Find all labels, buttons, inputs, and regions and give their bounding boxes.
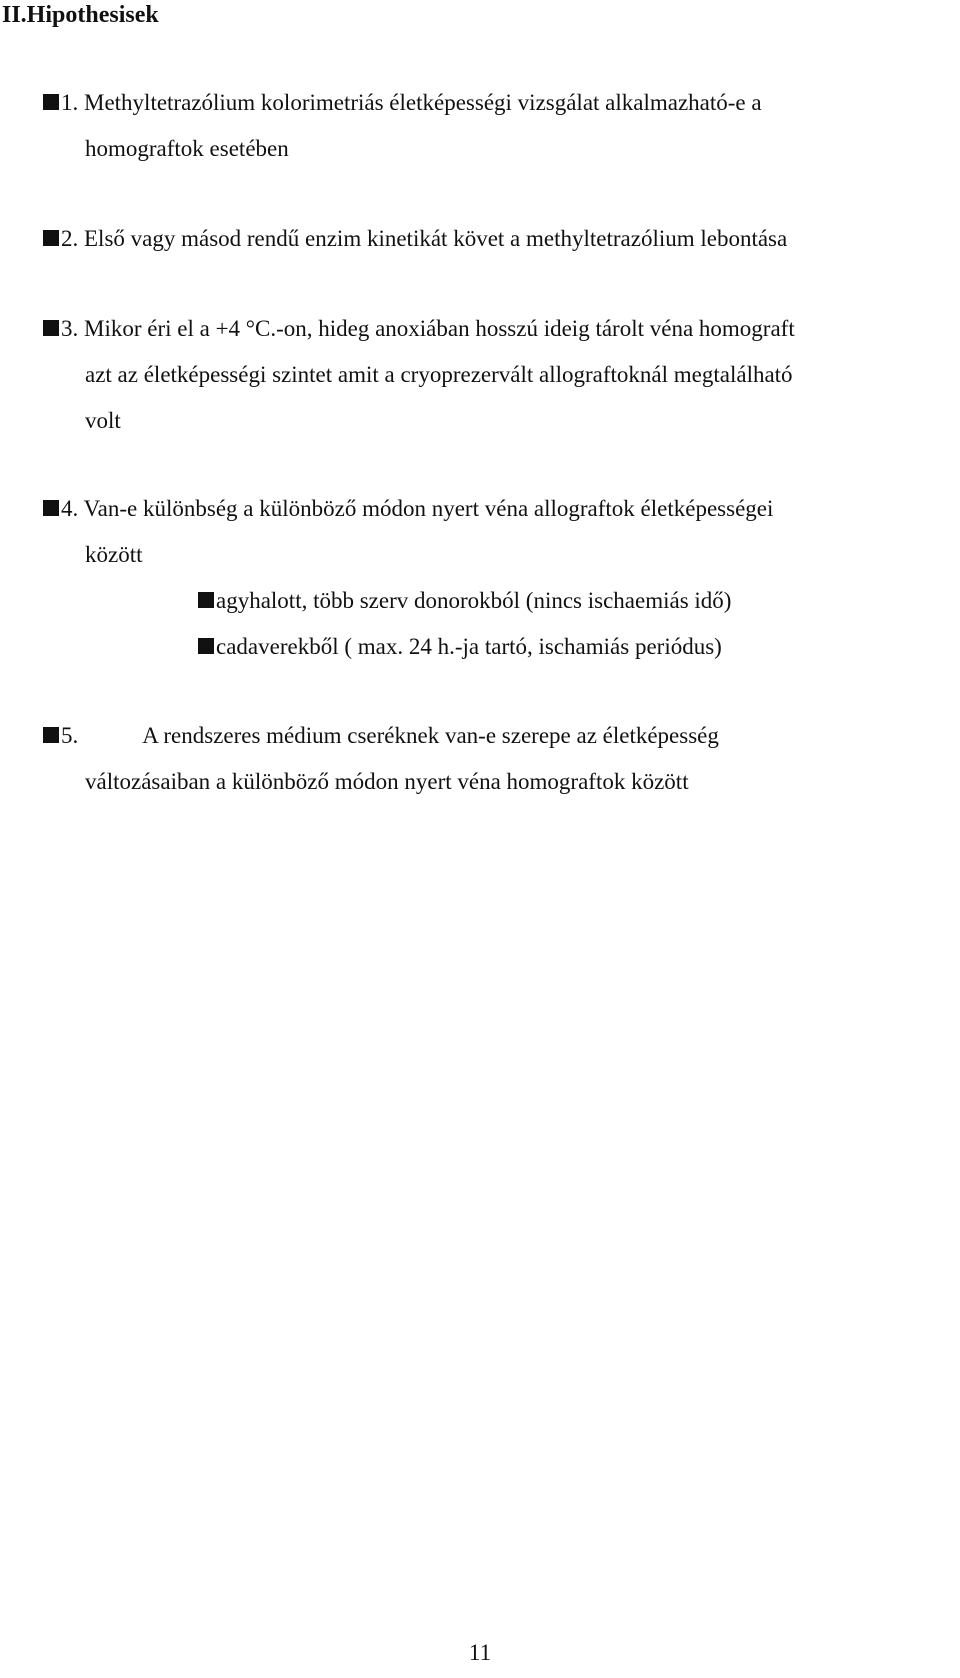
sub-item-text: cadaverekből ( max. 24 h.-ja tartó, ischamiás periódus) <box>216 634 722 659</box>
item-first-line <box>43 486 923 532</box>
item-first-line <box>43 80 923 126</box>
hypothesis-item-2 <box>43 216 923 262</box>
item-text-continuation: volt <box>85 408 121 433</box>
item-text-continuation: változásaiban a különböző módon nyert véna homograftok között <box>85 769 689 794</box>
hypothesis-item-1 <box>43 80 923 172</box>
item-number: 5. <box>61 723 79 748</box>
item-text: Methyltetrazólium kolorimetriás életképességi vizsgálat alkalmazható-e a <box>84 90 762 115</box>
item-text: A rendszeres médium cseréknek van-e szerepe az életképesség <box>142 723 719 748</box>
item-text-continuation: között <box>85 542 143 567</box>
item-first-line <box>43 306 923 352</box>
square-bullet-icon <box>198 638 214 654</box>
page-number: 11 <box>468 1640 492 1665</box>
sub-item-cadavers <box>43 624 923 670</box>
item-text-continuation: homograftok esetében <box>85 136 289 161</box>
item-number: 3. <box>61 316 79 341</box>
square-bullet-icon <box>43 500 59 516</box>
item-text: Van-e különbség a különböző módon nyert véna allograftok életképességei <box>83 496 774 521</box>
item-text: Mikor éri el a +4 °C.-on, hideg anoxiában hosszú ideig tárolt véna homograft <box>84 316 795 341</box>
sub-item-brain-dead-donors <box>43 578 923 624</box>
item-number: 2. <box>61 226 79 251</box>
square-bullet-icon <box>198 592 214 608</box>
section-heading: II.Hipothesisek <box>2 2 159 28</box>
item-number: 4. <box>61 496 79 521</box>
sub-item-text: agyhalott, több szerv donorokból (nincs ischaemiás idő) <box>216 588 732 613</box>
hypothesis-item-4 <box>43 486 923 670</box>
item-first-line <box>43 216 923 262</box>
item-first-line <box>43 713 923 759</box>
square-bullet-icon <box>43 94 59 110</box>
hypothesis-item-5 <box>43 713 923 805</box>
item-text: Első vagy másod rendű enzim kinetikát követ a methyltetrazólium lebontása <box>84 226 788 251</box>
square-bullet-icon <box>43 230 59 246</box>
square-bullet-icon <box>43 320 59 336</box>
hypothesis-item-3 <box>43 306 923 444</box>
item-number: 1. <box>61 90 79 115</box>
item-text-continuation: azt az életképességi szintet amit a cryoprezervált allograftoknál megtalálható <box>85 362 793 387</box>
square-bullet-icon <box>43 727 59 743</box>
